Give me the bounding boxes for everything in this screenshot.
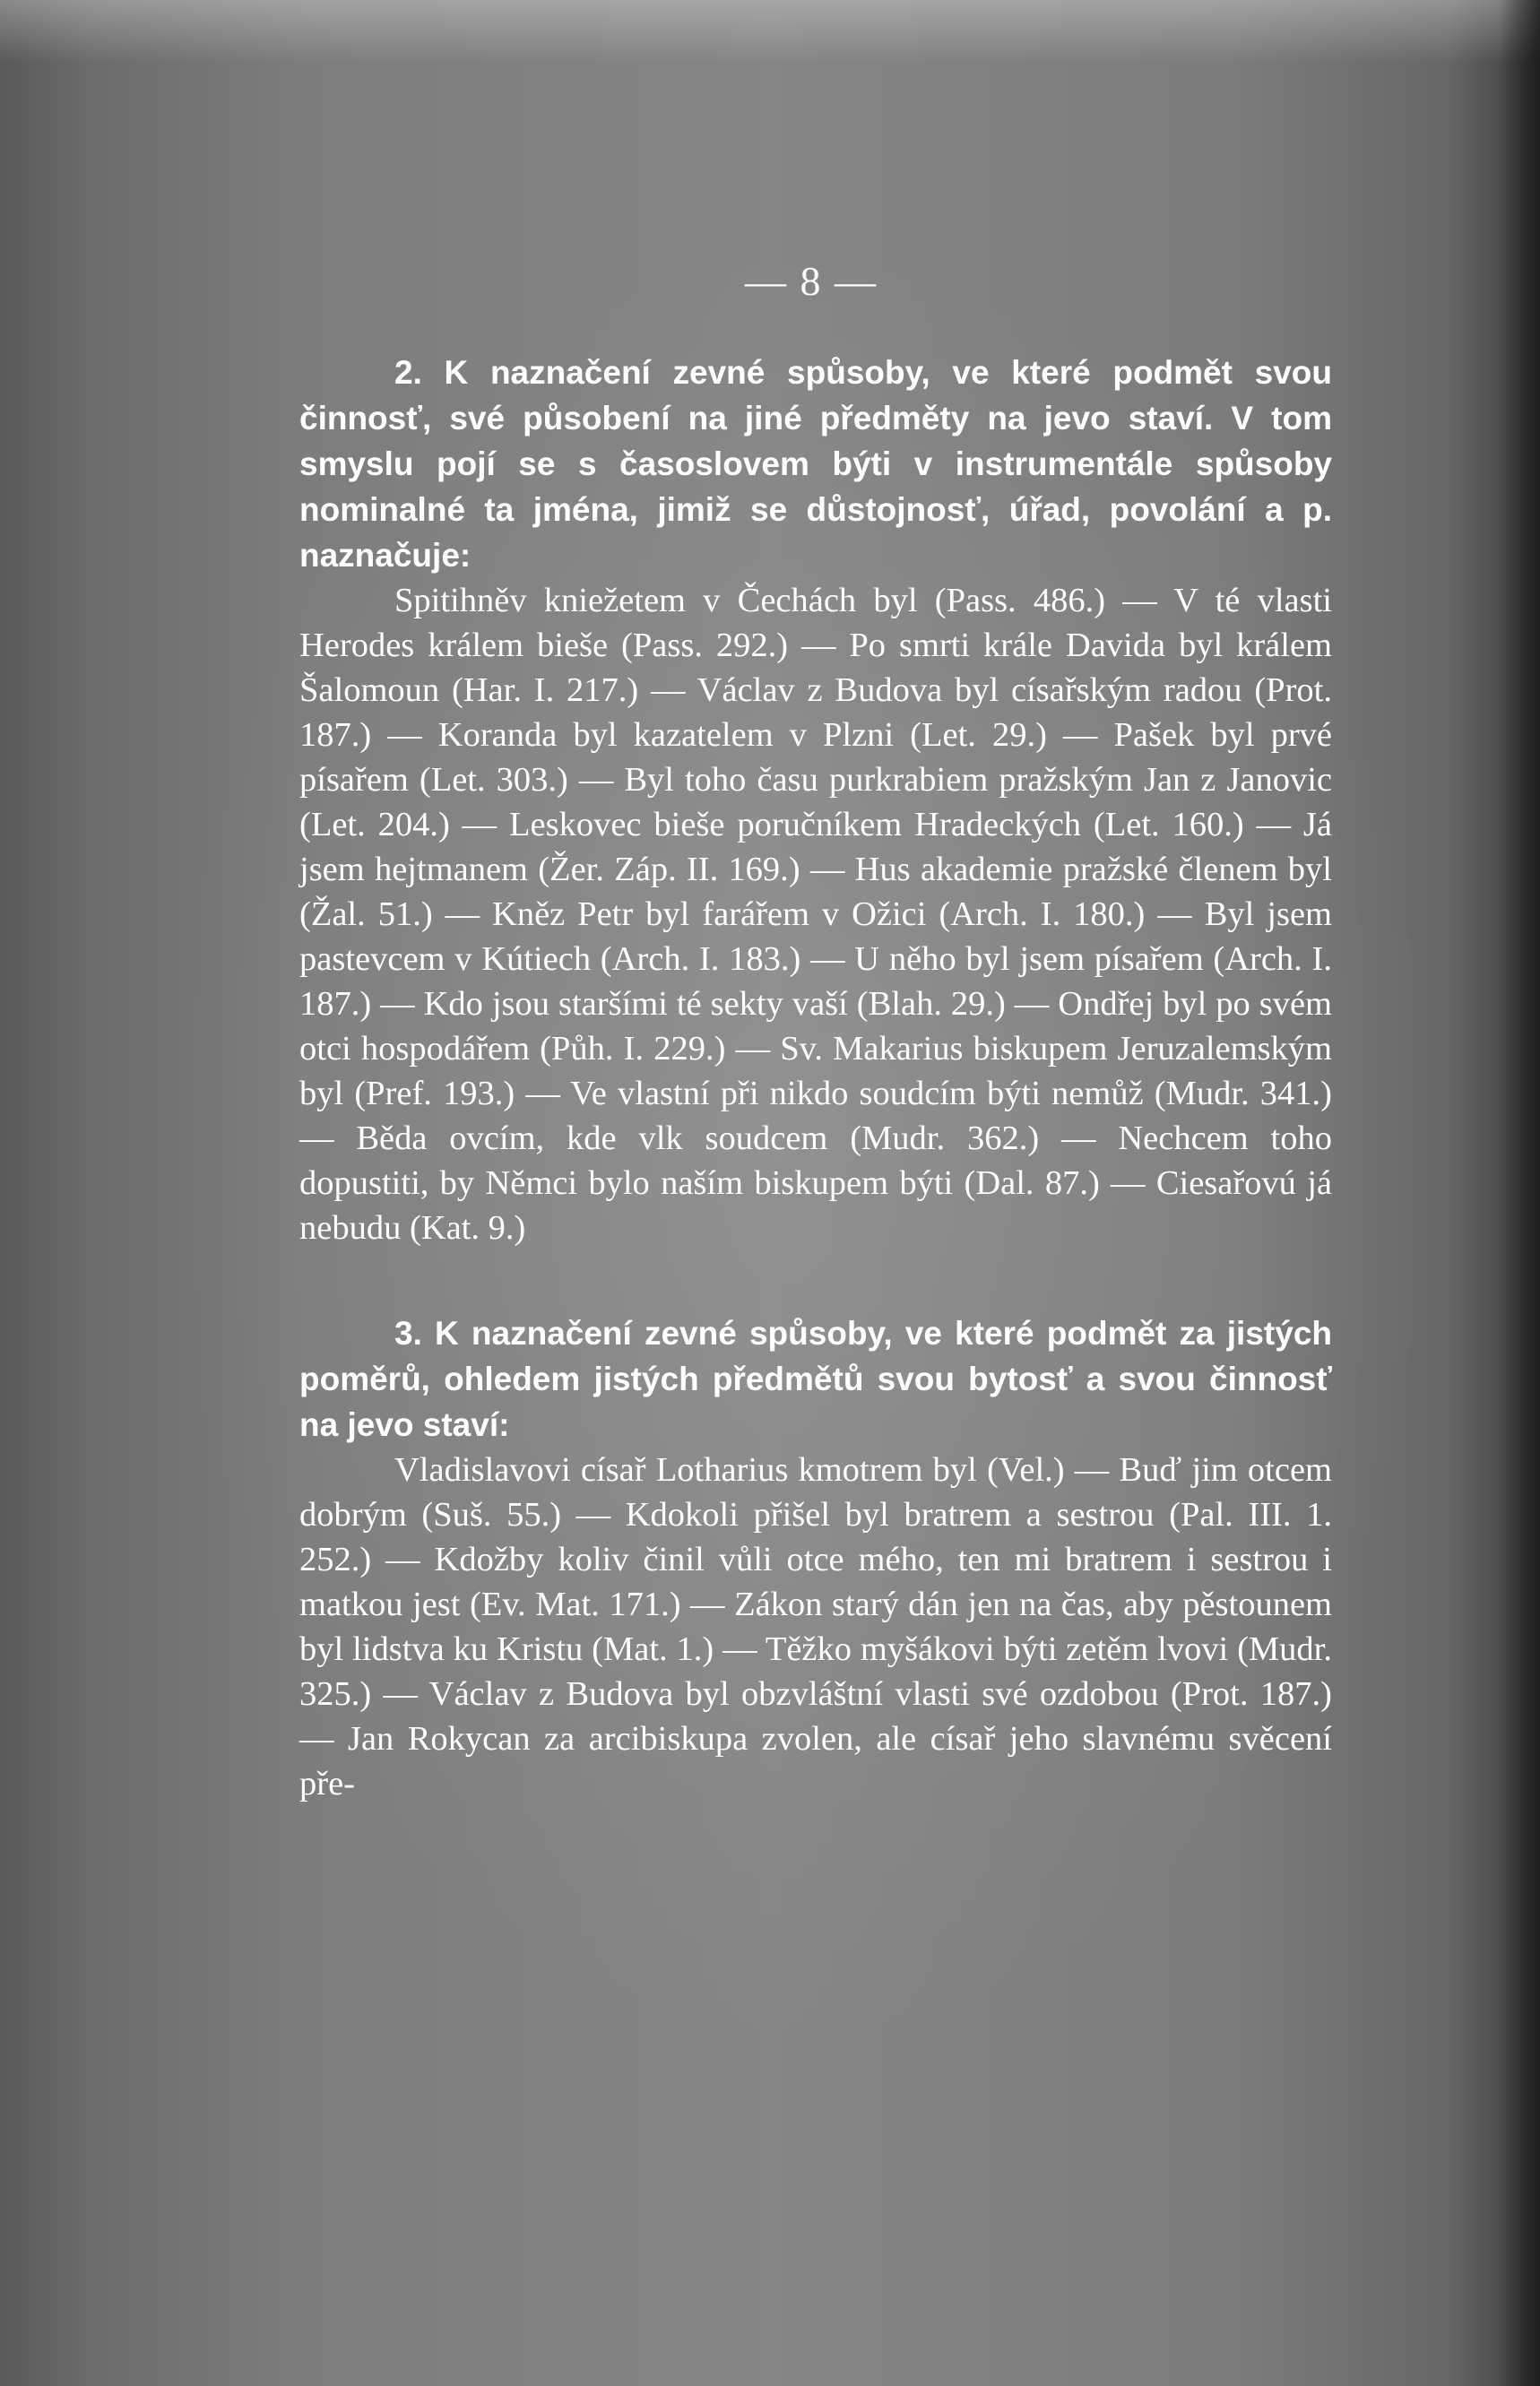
spacer	[299, 1250, 1332, 1310]
page-edge-shading-right	[1499, 0, 1540, 2386]
section-3-heading: 3. K naznačení zevné spůsoby, ve které podmět za jistých poměrů, ohledem jistých předmětů svou bytosť a svou činnosť na jevo staví:	[299, 1315, 1332, 1443]
section-3-examples: Vladislavovi císař Lotharius kmotrem byl (Vel.) — Buď jim otcem dobrým (Suš. 55.) — Kdokoli přišel byl bratrem a sestrou (Pal. III. 1. 252.) — Kdožby koliv činil vůli otce mého, ten mi bratrem i sestrou i matkou jest (Ev. Mat. 171.) — Zákon starý dán jen na čas, aby pěstounem byl lidstva ku Kristu (Mat. 1.) — Těžko myšákovi býti zetěm lvovi (Mudr. 325.) — Václav z Budova byl obzvláštní vlasti své ozdobou (Prot. 187.) — Jan Rokycan za arcibiskupa zvolen, ale císař jeho slavnému svěcení pře-	[299, 1451, 1332, 1802]
section-2-examples: Spitihněv kniežetem v Čechách byl (Pass. 486.) — V té vlasti Herodes králem bieše (Pass. 292.) — Po smrti krále Davida byl králem Šalomoun (Har. I. 217.) — Václav z Budova byl císařským radou (Prot. 187.) — Koranda byl kazatelem v Plzni (Let. 29.) — Pašek byl prvé písařem (Let. 303.) — Byl toho času purkrabiem pražským Jan z Janovic (Let. 204.) — Leskovec bieše poručníkem Hradeckých (Let. 160.) — Já jsem hejtmanem (Žer. Záp. II. 169.) — Hus akademie pražské členem byl (Žal. 51.) — Kněz Petr byl farářem v Ožici (Arch. I. 180.) — Byl jsem pastevcem v Kútiech (Arch. I. 183.) — U něho byl jsem písařem (Arch. I. 187.) — Kdo jsou staršími té sekty vaší (Blah. 29.) — Ondřej byl po svém otci hospodářem (Půh. I. 229.) — Sv. Makarius biskupem Jeruzalemským byl (Pref. 193.) — Ve vlastní při nikdo soudcím býti nemůž (Mudr. 341.) — Běda ovcím, kde vlk soudcem (Mudr. 362.) — Nechcem toho dopustiti, by Němci bylo naším biskupem býti (Dal. 87.) — Ciesařovú já nebudu (Kat. 9.)	[299, 582, 1332, 1247]
page-edge-shading-top	[0, 0, 1540, 63]
body-text	[299, 350, 1332, 1806]
page-number: — 8 —	[745, 258, 878, 304]
section-2-heading: 2. K naznačení zevné spůsoby, ve které podmět svou činnosť, své působení na jiné předměty na jevo staví. V tom smyslu pojí se s časoslovem býti v instrumentále spůsoby nominalné ta jména, jimiž se důstojnosť, úřad, povolání a p. naznačuje:	[299, 354, 1332, 574]
